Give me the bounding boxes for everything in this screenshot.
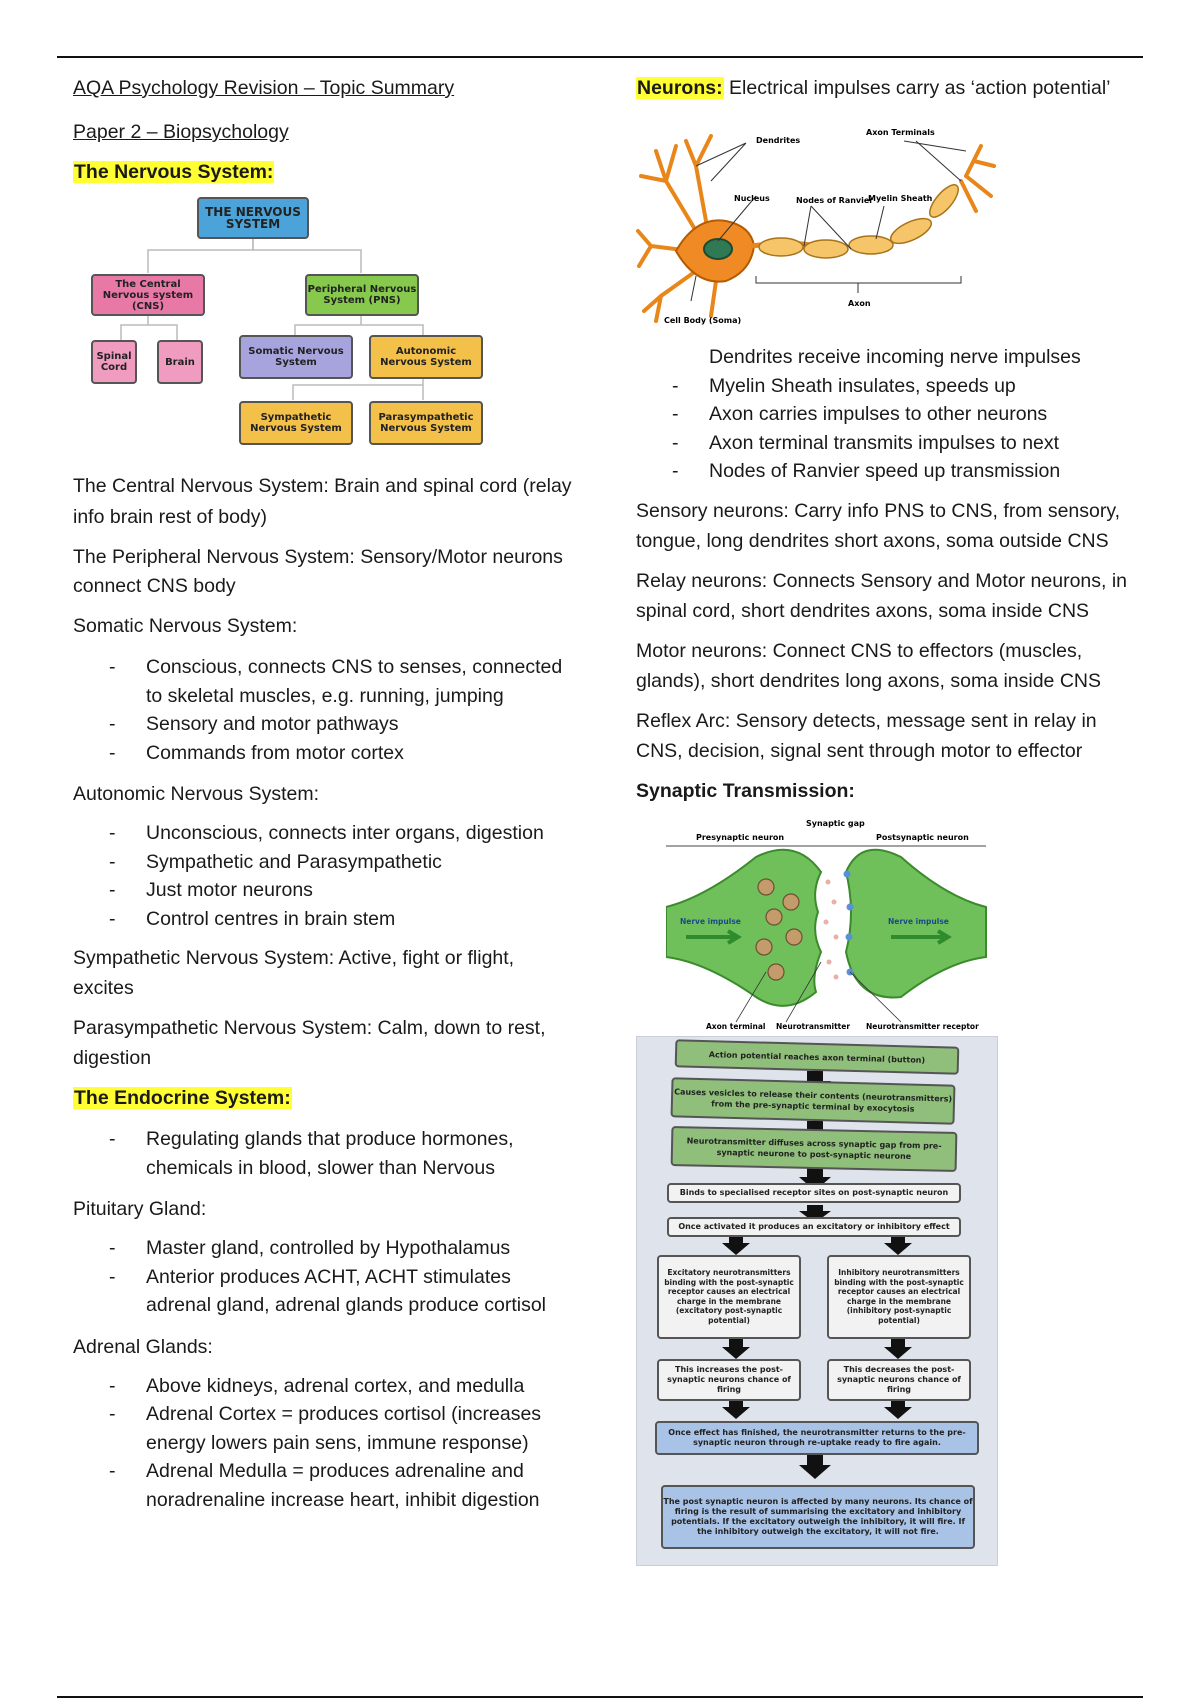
synapse-diagram (666, 812, 996, 1032)
paper-title: Paper 2 – Biopsychology (73, 121, 289, 143)
flow-increase: This increases the post-synaptic neurons chance of firing (657, 1359, 801, 1401)
flow-step-1: Action potential reaches axon terminal (button) (675, 1039, 960, 1074)
nervous-system-diagram (73, 195, 503, 465)
list-item: - Sympathetic and Parasympathetic (73, 848, 573, 877)
list-item: - Adrenal Medulla = produces adrenaline and noradrenaline increase heart, inhibit digestion (73, 1457, 573, 1514)
nucleus (704, 239, 732, 259)
list-item: - Control centres in brain stem (73, 905, 573, 934)
label-myelin-sheath: Myelin Sheath (868, 194, 933, 203)
document-title: AQA Psychology Revision – Topic Summary (73, 77, 455, 99)
flow-step-2: Causes vesicles to release their contents (neurotransmitters) from the pre-synaptic terminal by exocytosis (671, 1077, 956, 1124)
left-column (73, 70, 573, 1514)
diagram-somatic: Somatic Nervous System (239, 335, 353, 379)
neuron-list (636, 343, 1146, 486)
flow-final: The post synaptic neuron is affected by many neurons. Its chance of firing is the result of summarising the excitatory and inhibitory potentials. If the excitatory outweigh the inhibitory, it will fire. If the inhibitory outweigh the excitatory, it will not fire. (661, 1485, 975, 1549)
flow-step-4: Binds to specialised receptor sites on post-synaptic neuron (667, 1183, 961, 1203)
diagram-spinal-cord: Spinal Cord (91, 340, 137, 384)
label-nucleus: Nucleus (734, 194, 770, 203)
sympathetic-text: Sympathetic Nervous System: Active, fight or flight, excites (73, 947, 515, 999)
synaptic-flowchart (636, 1036, 998, 1566)
label-cell-body: Cell Body (Soma) (664, 316, 742, 325)
nervous-system-heading: The Nervous System: (74, 161, 274, 183)
label-receptor: Neurotransmitter receptor (866, 1021, 979, 1031)
list-item: - Above kidneys, adrenal cortex, and medulla (73, 1372, 573, 1401)
list-item: Dendrites receive incoming nerve impulses (709, 346, 1081, 368)
list-item: - Sensory and motor pathways (73, 710, 573, 739)
list-item: - Unconscious, connects inter organs, digestion (73, 819, 573, 848)
label-axon-terminal: Axon terminal (706, 1021, 766, 1031)
label-impulse-right: Nerve impulse (888, 916, 949, 926)
label-nodes-of-ranvier: Nodes of Ranvier (796, 196, 874, 205)
neurons-heading-line (636, 73, 1146, 103)
cns-text: The Central Nervous System: Brain and spinal cord (relay info brain rest of body) (73, 475, 572, 528)
list-item: - Axon terminal transmits impulses to next (636, 429, 1146, 458)
flow-decrease: This decreases the post-synaptic neurons chance of firing (827, 1359, 971, 1401)
list-item: - Master gland, controlled by Hypothalamus (73, 1234, 573, 1263)
endocrine-list (73, 1125, 573, 1182)
presynaptic-terminal (666, 849, 821, 1005)
label-presynaptic: Presynaptic neuron (696, 832, 785, 842)
neurotransmitters (824, 879, 839, 979)
relay-neurons-text: Relay neurons: Connects Sensory and Motor neurons, in spinal cord, short dendrites axons, soma inside CNS (636, 569, 1128, 622)
top-rule (57, 56, 1143, 58)
flow-step-3: Neurotransmitter diffuses across synaptic gap from pre-synaptic neurone to post-synaptic neurone (671, 1126, 958, 1172)
reflex-arc-text: Reflex Arc: Sensory detects, message sent in relay in CNS, decision, signal sent through motor to effector (636, 709, 1097, 762)
label-dendrites: Dendrites (756, 136, 801, 145)
somatic-list (73, 653, 573, 767)
diagram-pns: Peripheral Nervous System (PNS) (305, 274, 419, 316)
synaptic-heading: Synaptic Transmission: (636, 779, 855, 802)
label-synaptic-gap: Synaptic gap (806, 818, 865, 828)
diagram-autonomic: Autonomic Nervous System (369, 335, 483, 379)
pns-text: The Peripheral Nervous System: Sensory/Motor neurons connect CNS body (73, 546, 563, 597)
flow-step-5: Once activated it produces an excitatory or inhibitory effect (667, 1217, 961, 1237)
list-item: - Nodes of Ranvier speed up transmission (636, 457, 1146, 486)
list-item: - Axon carries impulses to other neurons (636, 400, 1146, 429)
somatic-heading: Somatic Nervous System: (73, 615, 298, 637)
diagram-sympathetic: Sympathetic Nervous System (239, 401, 353, 445)
list-item: - Myelin Sheath insulates, speeds up (636, 372, 1146, 401)
diagram-cns: The Central Nervous system (CNS) (91, 274, 205, 316)
right-column (636, 70, 1146, 1566)
diagram-brain: Brain (157, 340, 203, 384)
list-item: - Adrenal Cortex = produces cortisol (increases energy lowers pain sens, immune response) (73, 1400, 573, 1457)
label-axon-terminals: Axon Terminals (866, 128, 935, 137)
flow-inhibitory: Inhibitory neurotransmitters binding with the post-synaptic receptor causes an electrical charge in the membrane (inhibitory post-synaptic potential) (827, 1255, 971, 1339)
label-axon: Axon (848, 299, 871, 308)
autonomic-list (73, 819, 573, 933)
neurons-heading: Neurons: (637, 77, 723, 99)
diagram-parasympathetic: Parasympathetic Nervous System (369, 401, 483, 445)
motor-neurons-text: Motor neurons: Connect CNS to effectors (muscles, glands), short dendrites long axons, soma inside CNS (636, 639, 1101, 692)
list-item: - Commands from motor cortex (73, 739, 573, 768)
pituitary-heading: Pituitary Gland: (73, 1198, 207, 1220)
flow-excitatory: Excitatory neurotransmitters binding with the post-synaptic receptor causes an electrical charge in the membrane (excitatory post-synaptic potential) (657, 1255, 801, 1339)
label-postsynaptic: Postsynaptic neuron (876, 832, 969, 842)
neurons-intro: Electrical impulses carry as ‘action potential’ (723, 77, 1111, 99)
parasympathetic-text: Parasympathetic Nervous System: Calm, down to rest, digestion (73, 1017, 546, 1069)
sensory-neurons-text: Sensory neurons: Carry info PNS to CNS, from sensory, tongue, long dendrites short axons, soma outside CNS (636, 499, 1121, 552)
label-impulse-left: Nerve impulse (680, 916, 741, 926)
endocrine-heading: The Endocrine System: (74, 1087, 291, 1109)
list-item: - Regulating glands that produce hormones, chemicals in blood, slower than Nervous (73, 1125, 573, 1182)
list-item: - Conscious, connects CNS to senses, connected to skeletal muscles, e.g. running, jumping (73, 653, 573, 710)
adrenal-heading: Adrenal Glands: (73, 1335, 213, 1358)
myelin-sheath (759, 181, 963, 258)
list-item: - Anterior produces ACHT, ACHT stimulates adrenal gland, adrenal glands produce cortisol (73, 1263, 573, 1320)
neuron-diagram (636, 121, 996, 331)
flow-reuptake: Once effect has finished, the neurotransmitter returns to the pre-synaptic neuron through re-uptake ready to fire again. (655, 1421, 979, 1455)
label-neurotransmitter: Neurotransmitter (776, 1021, 851, 1031)
pituitary-list (73, 1234, 573, 1320)
adrenal-list (73, 1372, 573, 1515)
diagram-root: THE NERVOUS SYSTEM (197, 197, 309, 239)
bottom-rule (57, 1696, 1143, 1698)
list-item: - Just motor neurons (73, 876, 573, 905)
autonomic-heading: Autonomic Nervous System: (73, 783, 320, 805)
